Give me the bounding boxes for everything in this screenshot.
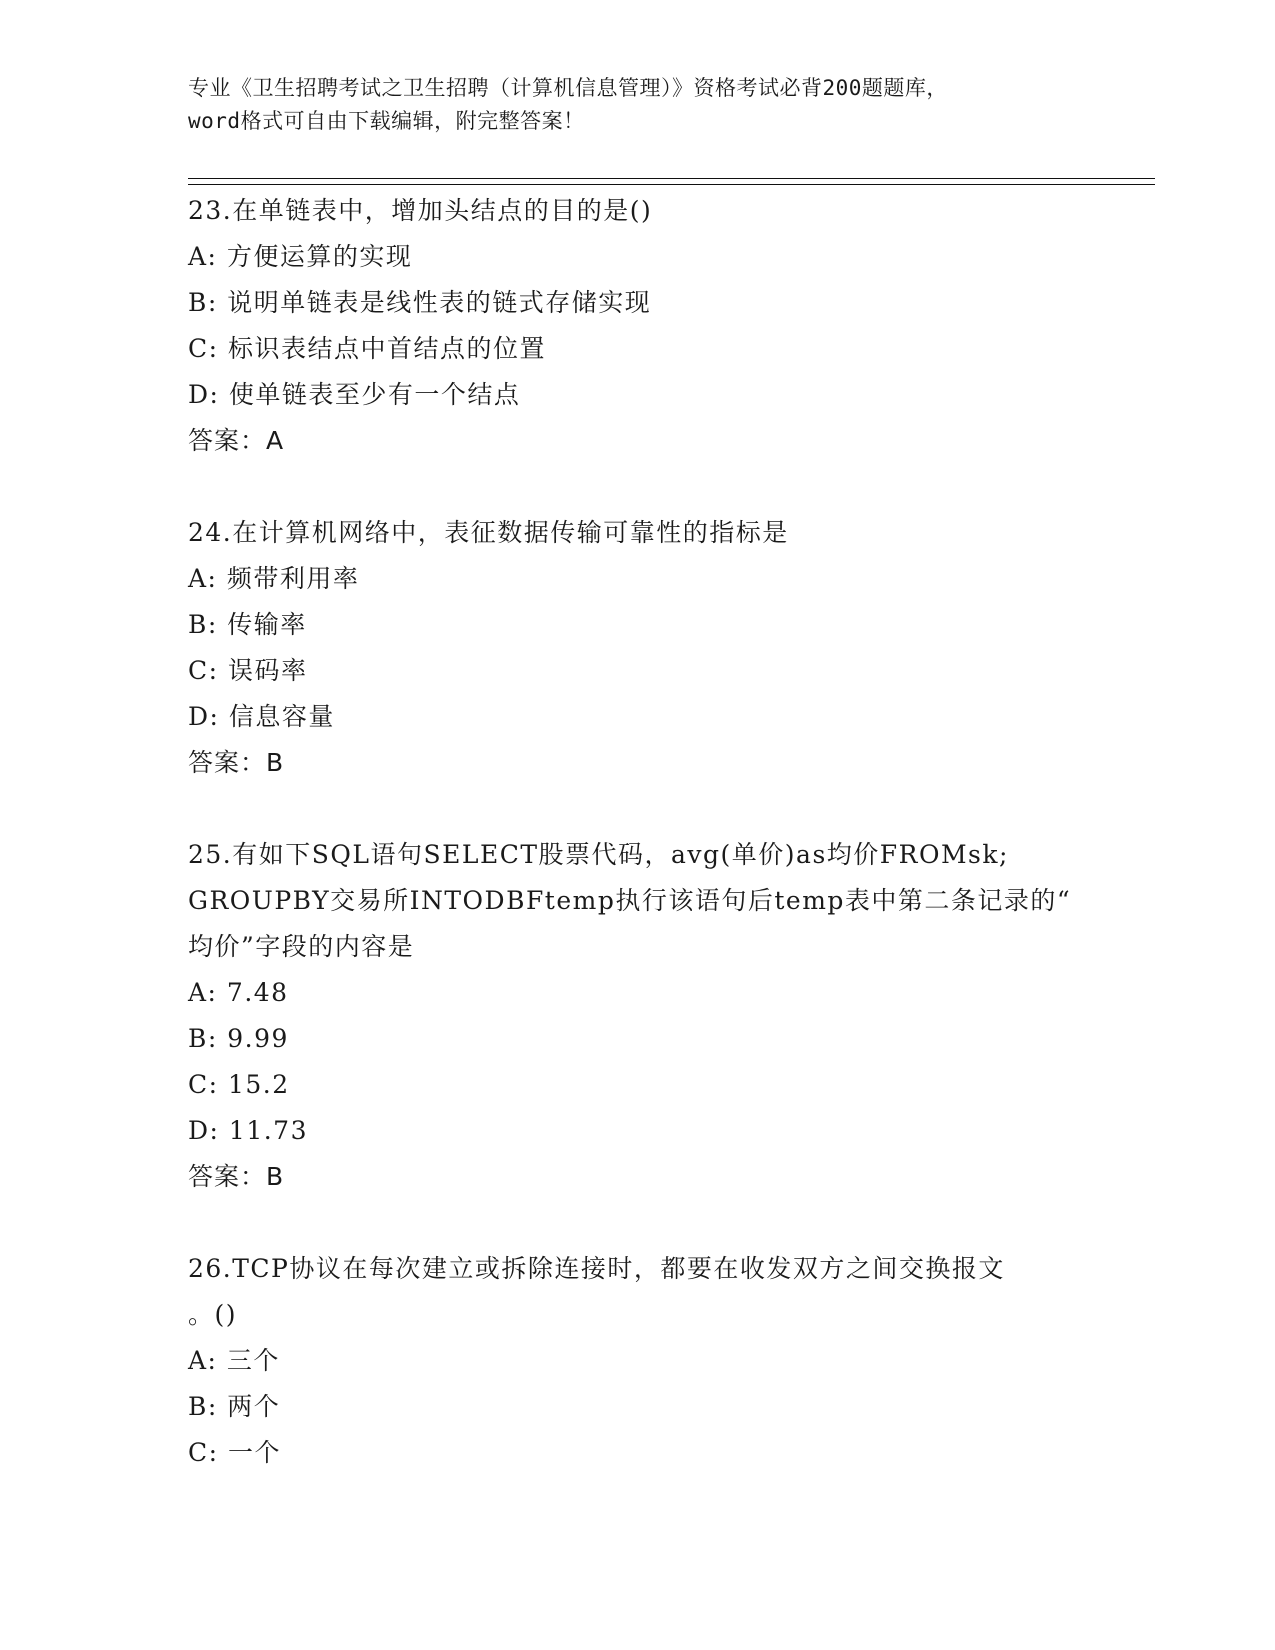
option-b: B: 传输率 (188, 610, 307, 639)
question-text-continued: 。() (188, 1300, 238, 1329)
option-a: A: 频带利用率 (188, 564, 360, 593)
question-text-continued: GROUPBY交易所INTODBFtemp执行该语句后temp表中第二条记录的“ (188, 886, 1072, 915)
question-text: 25.有如下SQL语句SELECT股票代码，avg(单价)as均价FROMsk; (188, 840, 1009, 869)
question-spacer (188, 464, 1088, 510)
header-line-2: word格式可自由下载编辑，附完整答案！ (188, 109, 585, 133)
option-b: B: 两个 (188, 1392, 281, 1421)
answer-line: 答案：B (188, 748, 285, 777)
question-spacer (188, 786, 1088, 832)
answer-line: 答案：B (188, 1162, 285, 1191)
option-c: C: 15.2 (188, 1070, 290, 1099)
option-b: B: 说明单链表是线性表的链式存储实现 (188, 288, 652, 317)
option-d: D: 信息容量 (188, 702, 335, 731)
option-b: B: 9.99 (188, 1024, 289, 1053)
question-text: 26.TCP协议在每次建立或拆除连接时，都要在收发双方之间交换报文 (188, 1254, 1005, 1283)
question-spacer (188, 1200, 1088, 1246)
option-a: A: 7.48 (188, 978, 289, 1007)
option-c: C: 一个 (188, 1438, 281, 1467)
question-24 (188, 510, 1088, 786)
option-d: D: 11.73 (188, 1116, 308, 1145)
answer-line: 答案：A (188, 426, 285, 455)
document-header (188, 72, 1088, 138)
option-a: A: 方便运算的实现 (188, 242, 413, 271)
option-c: C: 标识表结点中首结点的位置 (188, 334, 546, 363)
question-25 (188, 832, 1088, 1200)
header-divider-top (188, 178, 1155, 179)
question-text: 24.在计算机网络中，表征数据传输可靠性的指标是 (188, 518, 789, 547)
header-line-1: 专业《卫生招聘考试之卫生招聘（计算机信息管理）》资格考试必背200题题库， (188, 76, 948, 100)
question-26 (188, 1246, 1088, 1476)
question-text: 23.在单链表中，增加头结点的目的是() (188, 196, 653, 225)
option-a: A: 三个 (188, 1346, 280, 1375)
option-c: C: 误码率 (188, 656, 308, 685)
option-d: D: 使单链表至少有一个结点 (188, 380, 521, 409)
question-23 (188, 188, 1088, 464)
question-text-continued: 均价”字段的内容是 (188, 932, 415, 961)
question-list (188, 188, 1088, 1476)
header-divider-bottom (188, 184, 1155, 185)
